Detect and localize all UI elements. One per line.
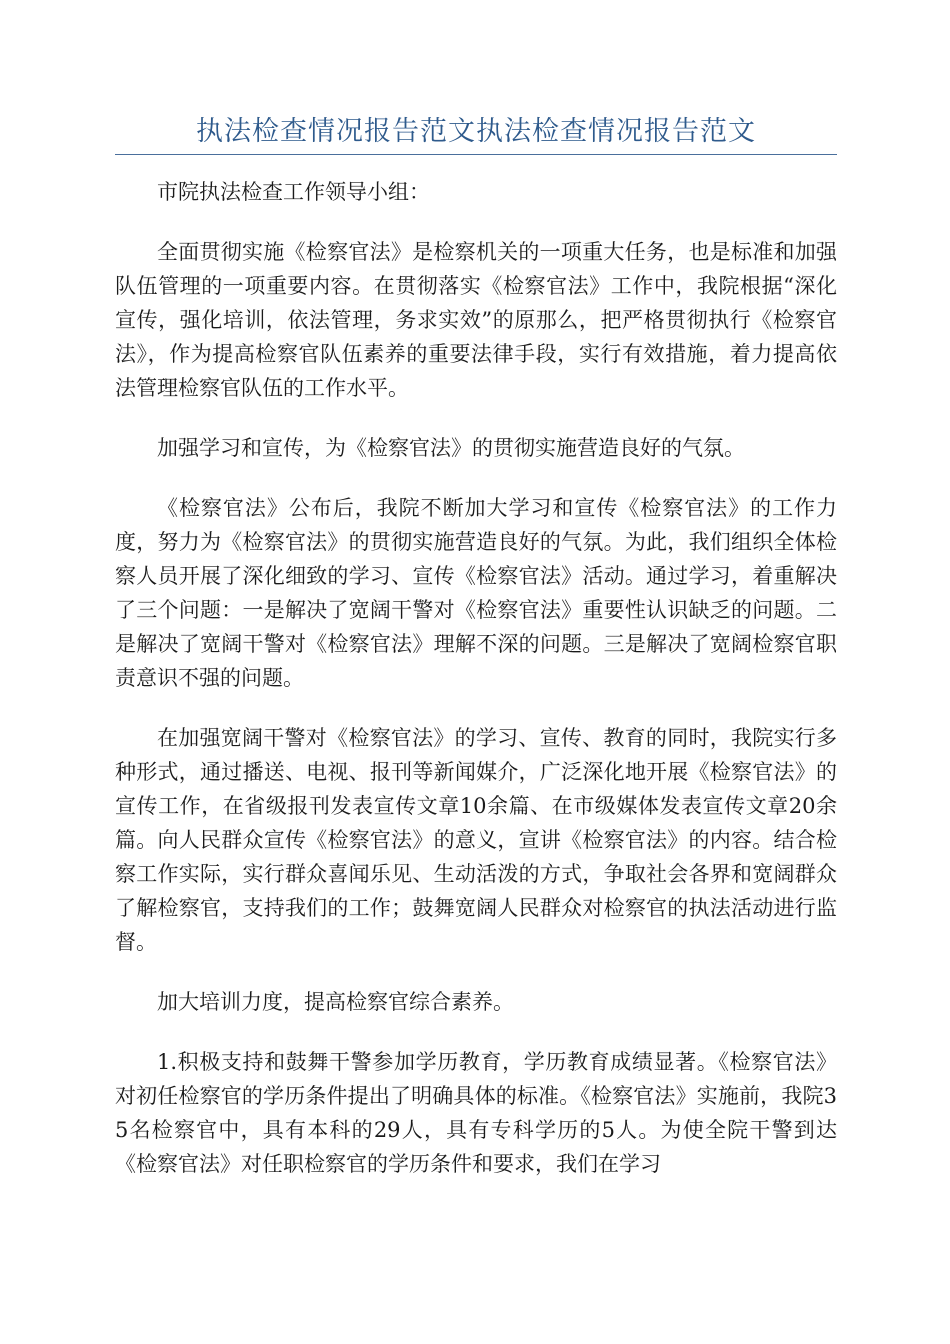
paragraph-salutation: 市院执法检查工作领导小组：	[157, 180, 430, 204]
title-underline	[115, 154, 837, 155]
paragraph-intro: 全面贯彻实施《检察官法》是检察机关的一项重大任务，也是标准和加强队伍管理的一项重要内容。在贯彻落实《检察官法》工作中，我院根据“深化宣传，强化培训，依法管理，务求实效”的原那么，把严格贯彻执行《检察官法》，作为提高检察官队伍素养的重要法律手段，实行有效措施，着力提高依法管理检察官队伍的工作水平。	[115, 240, 837, 400]
paragraph-publicity: 在加强宽阔干警对《检察官法》的学习、宣传、教育的同时，我院实行多种形式，通过播送、电视、报刊等新闻媒介，广泛深化地开展《检察官法》的宣传工作，在省级报刊发表宣传文章10余篇、在市级媒体发表宣传文章20余篇。向人民群众宣传《检察官法》的意义，宣讲《检察官法》的内容。结合检察工作实际，实行群众喜闻乐见、生动活泼的方式，争取社会各界和宽阔群众了解检察官，支持我们的工作；鼓舞宽阔人民群众对检察官的执法活动进行监督。	[115, 726, 837, 954]
paragraph-study: 《检察官法》公布后，我院不断加大学习和宣传《检察官法》的工作力度，努力为《检察官法》的贯彻实施营造良好的气氛。为此，我们组织全体检察人员开展了深化细致的学习、宣传《检察官法》活动。通过学习，着重解决了三个问题：一是解决了宽阔干警对《检察官法》重要性认识缺乏的问题。二是解决了宽阔干警对《检察官法》理解不深的问题。三是解决了宽阔检察官职责意识不强的问题。	[115, 496, 837, 690]
document-page	[115, 112, 837, 1207]
paragraph-heading-study: 加强学习和宣传，为《检察官法》的贯彻实施营造良好的气氛。	[157, 436, 745, 460]
paragraph-education: 1.积极支持和鼓舞干警参加学历教育，学历教育成绩显著。《检察官法》对初任检察官的学历条件提出了明确具体的标准。《检察官法》实施前，我院35名检察官中，具有本科的29人，具有专科学历的5人。为使全院干警到达《检察官法》对任职检察官的学历条件和要求，我们在学习	[115, 1050, 837, 1176]
document-title: 执法检查情况报告范文执法检查情况报告范文	[196, 116, 756, 147]
paragraph-heading-training: 加大培训力度，提高检察官综合素养。	[157, 990, 514, 1014]
